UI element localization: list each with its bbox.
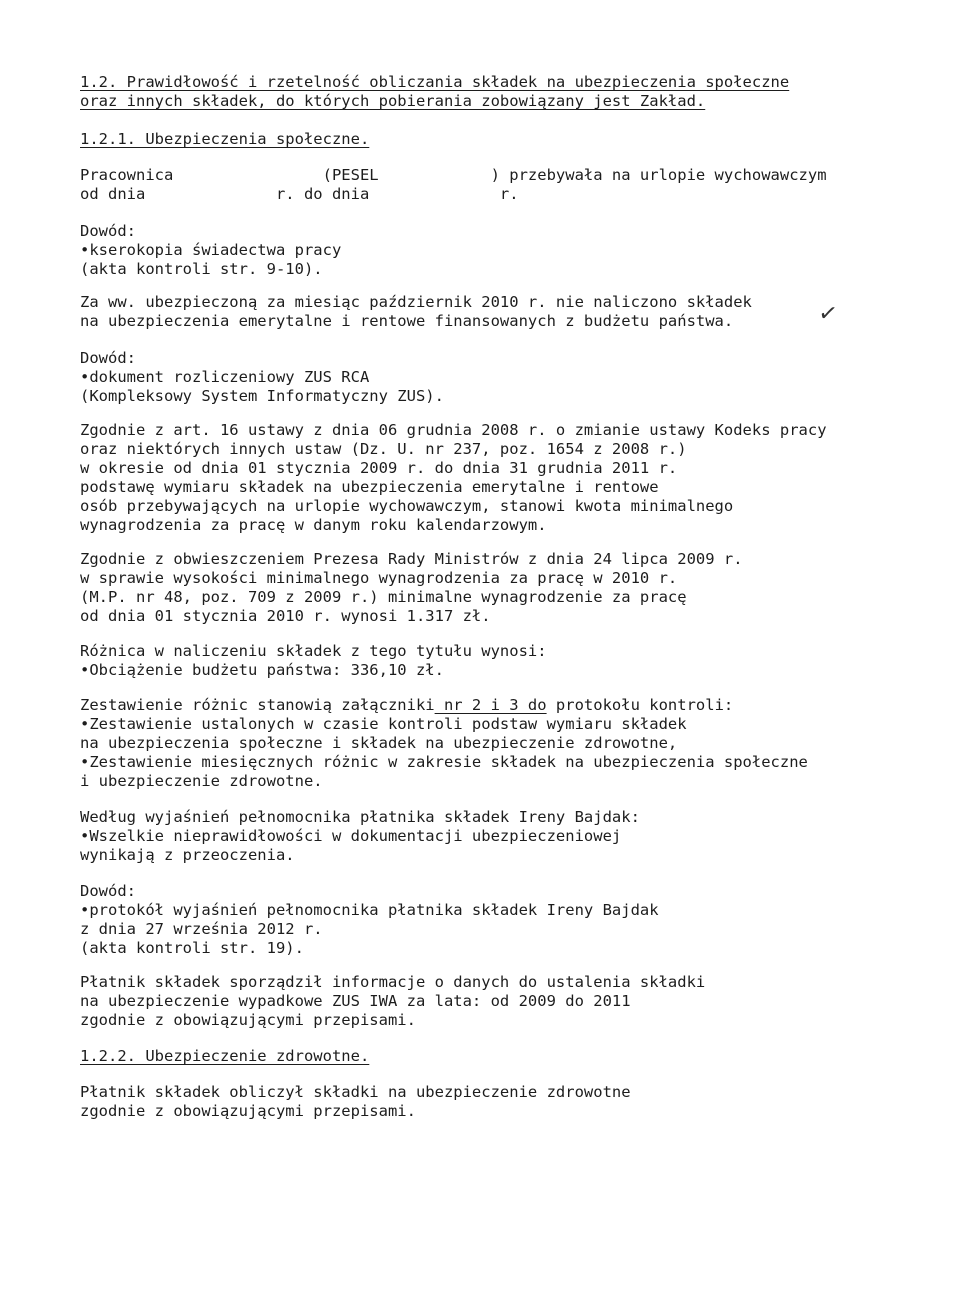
paragraph-line: •Obciążenie budżetu państwa: 336,10 zł. xyxy=(80,661,444,679)
paragraph-line: oraz niektórych innych ustaw (Dz. U. nr 237, poz. 1654 z 2008 r.) xyxy=(80,440,687,458)
paragraph-line: •Wszelkie nieprawidłowości w dokumentacji ubezpieczeniowej xyxy=(80,827,622,845)
paragraph-line: na ubezpieczenie wypadkowe ZUS IWA za lata: od 2009 do 2011 xyxy=(80,992,631,1010)
paragraph-line: i ubezpieczenie zdrowotne. xyxy=(80,772,323,790)
attachments-line xyxy=(80,696,733,715)
evidence-label: Dowód: xyxy=(80,882,136,900)
employee-line-2: od dnia r. do dnia r. xyxy=(80,185,519,203)
evidence-item: •kserokopia świadectwa pracy xyxy=(80,241,342,259)
evidence-item: •protokół wyjaśnień pełnomocnika płatnika składek Ireny Bajdak xyxy=(80,901,659,919)
evidence-item: z dnia 27 września 2012 r. xyxy=(80,920,323,938)
paragraph-line: Zgodnie z art. 16 ustawy z dnia 06 grudnia 2008 r. o zmianie ustawy Kodeks pracy xyxy=(80,421,827,439)
paragraph-line: (M.P. nr 48, poz. 709 z 2009 r.) minimalne wynagrodzenie za pracę xyxy=(80,588,687,606)
paragraph-line: wynagrodzenia za pracę w danym roku kalendarzowym. xyxy=(80,516,547,534)
section-heading-1-2-line-1: 1.2. Prawidłowość i rzetelność obliczania składek na ubezpieczenia społeczne xyxy=(80,73,790,91)
paragraph-line: osób przebywających na urlopie wychowawczym, stanowi kwota minimalnego xyxy=(80,497,734,515)
section-heading-1-2-1: 1.2.1. Ubezpieczenia społeczne. xyxy=(80,130,370,148)
paragraph-line: na ubezpieczenia emerytalne i rentowe finansowanych z budżetu państwa. xyxy=(80,312,734,330)
paragraph-line: w okresie od dnia 01 stycznia 2009 r. do dnia 31 grudnia 2011 r. xyxy=(80,459,678,477)
paragraph-line: na ubezpieczenia społeczne i składek na ubezpieczenie zdrowotne, xyxy=(80,734,678,752)
paragraph-line: •Zestawienie miesięcznych różnic w zakresie składek na ubezpieczenia społeczne xyxy=(80,753,808,771)
paragraph-line: Płatnik składek obliczył składki na ubezpieczenie zdrowotne xyxy=(80,1083,631,1101)
evidence-item: •dokument rozliczeniowy ZUS RCA xyxy=(80,368,370,386)
evidence-label: Dowód: xyxy=(80,349,136,367)
employee-line-1: Pracownica (PESEL ) przebywała na urlopie wychowawczym xyxy=(80,166,827,184)
paragraph-line: Za ww. ubezpieczoną za miesiąc październik 2010 r. nie naliczono składek xyxy=(80,293,752,311)
evidence-item: (akta kontroli str. 19). xyxy=(80,939,304,957)
paragraph-line: Zgodnie z obwieszczeniem Prezesa Rady Ministrów z dnia 24 lipca 2009 r. xyxy=(80,550,743,568)
paragraph-line: zgodnie z obowiązującymi przepisami. xyxy=(80,1011,416,1029)
paragraph-line: wynikają z przeoczenia. xyxy=(80,846,295,864)
check-mark: ✓ xyxy=(817,297,838,329)
paragraph-line: zgodnie z obowiązującymi przepisami. xyxy=(80,1102,416,1120)
evidence-label: Dowód: xyxy=(80,222,136,240)
paragraph-line: Według wyjaśnień pełnomocnika płatnika składek Ireny Bajdak: xyxy=(80,808,640,826)
attachments-intro: Zestawienie różnic stanowią załączniki xyxy=(80,696,435,714)
paragraph-line: Płatnik składek sporządził informacje o danych do ustalenia składki xyxy=(80,973,706,991)
attachments-reference: nr 2 i 3 do xyxy=(434,696,547,714)
paragraph-line: od dnia 01 stycznia 2010 r. wynosi 1.317 zł. xyxy=(80,607,491,625)
evidence-item: (Kompleksowy System Informatyczny ZUS). xyxy=(80,387,444,405)
evidence-item: (akta kontroli str. 9-10). xyxy=(80,260,323,278)
paragraph-line: w sprawie wysokości minimalnego wynagrodzenia za pracę w 2010 r. xyxy=(80,569,678,587)
section-heading-1-2-line-2: oraz innych składek, do których pobierania zobowiązany jest Zakład. xyxy=(80,92,706,110)
section-heading-1-2-2: 1.2.2. Ubezpieczenie zdrowotne. xyxy=(80,1047,370,1065)
paragraph-line: Różnica w naliczeniu składek z tego tytułu wynosi: xyxy=(80,642,547,660)
paragraph-line: •Zestawienie ustalonych w czasie kontroli podstaw wymiaru składek xyxy=(80,715,687,733)
attachments-outro: protokołu kontroli: xyxy=(546,696,734,714)
paragraph-line: podstawę wymiaru składek na ubezpieczenia emerytalne i rentowe xyxy=(80,478,659,496)
